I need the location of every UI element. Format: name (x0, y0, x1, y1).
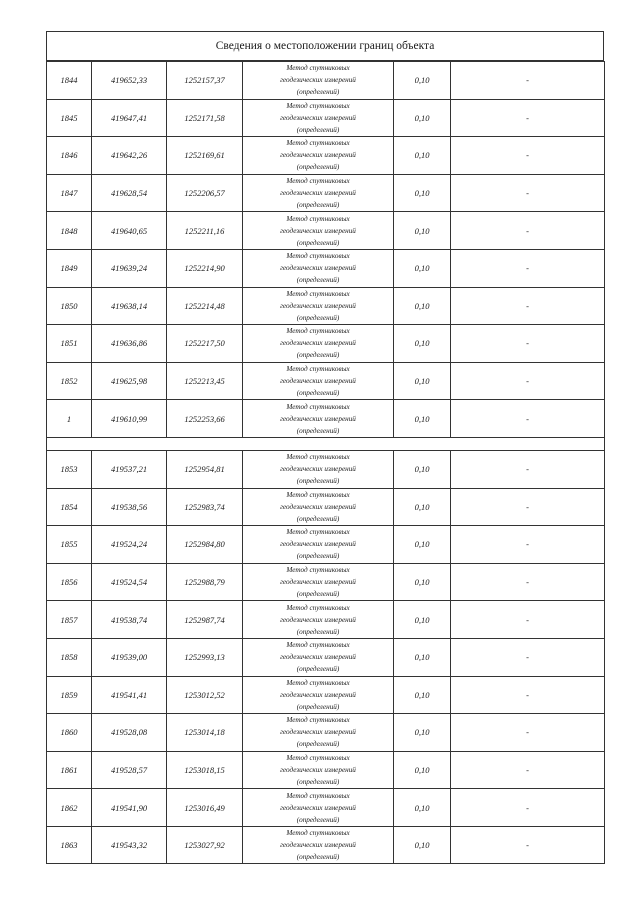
table-row (47, 174, 605, 212)
method-line: Метод спутниковых (286, 214, 350, 223)
accuracy-cell: 0,10 (394, 488, 451, 526)
method-line: Метод спутниковых (286, 603, 350, 612)
method-line: Метод спутниковых (286, 528, 350, 537)
point-number-cell: 1846 (47, 137, 92, 175)
y-coordinate-cell: 1252253,66 (167, 400, 243, 438)
point-number-cell: 1855 (47, 526, 92, 564)
y-coordinate-cell: 1253016,49 (167, 789, 243, 827)
method-line: геодезических измерений (280, 578, 356, 587)
table-row (47, 99, 605, 137)
method-line: Метод спутниковых (286, 101, 350, 110)
method-cell (243, 488, 394, 526)
x-coordinate-cell: 419640,65 (92, 212, 167, 250)
accuracy-cell: 0,10 (394, 99, 451, 137)
method-line: (определений) (296, 815, 340, 824)
method-line: (определений) (296, 552, 340, 561)
method-line: (определений) (296, 590, 340, 599)
method-line: геодезических измерений (280, 728, 356, 737)
table-row (47, 62, 605, 100)
method-line: геодезических измерений (280, 377, 356, 386)
method-line: геодезических измерений (280, 841, 356, 850)
point-number-cell: 1860 (47, 714, 92, 752)
table-row (47, 488, 605, 526)
method-line: геодезических измерений (280, 339, 356, 348)
point-number-cell: 1852 (47, 362, 92, 400)
method-cell (243, 62, 394, 100)
method-line: геодезических измерений (280, 653, 356, 662)
method-line: (определений) (296, 426, 340, 435)
method-line: геодезических измерений (280, 264, 356, 273)
method-line: геодезических измерений (280, 76, 356, 85)
point-number-cell: 1853 (47, 450, 92, 488)
method-line: Метод спутниковых (286, 365, 350, 374)
method-cell (243, 601, 394, 639)
description-cell: - (451, 676, 605, 714)
x-coordinate-cell: 419524,24 (92, 526, 167, 564)
accuracy-cell: 0,10 (394, 526, 451, 564)
y-coordinate-cell: 1252211,16 (167, 212, 243, 250)
description-cell: - (451, 249, 605, 287)
table-row (47, 400, 605, 438)
method-line: Метод спутниковых (286, 453, 350, 462)
y-coordinate-cell: 1253012,52 (167, 676, 243, 714)
accuracy-cell: 0,10 (394, 450, 451, 488)
accuracy-cell: 0,10 (394, 249, 451, 287)
point-number-cell: 1854 (47, 488, 92, 526)
x-coordinate-cell: 419541,41 (92, 676, 167, 714)
point-number-cell: 1849 (47, 249, 92, 287)
point-number-cell: 1851 (47, 325, 92, 363)
x-coordinate-cell: 419543,32 (92, 826, 167, 864)
method-line: (определений) (296, 201, 340, 210)
description-cell: - (451, 638, 605, 676)
point-number-cell: 1847 (47, 174, 92, 212)
y-coordinate-cell: 1252217,50 (167, 325, 243, 363)
method-cell (243, 751, 394, 789)
method-cell (243, 676, 394, 714)
method-line: Метод спутниковых (286, 64, 350, 73)
method-cell (243, 287, 394, 325)
table-row (47, 714, 605, 752)
method-cell (243, 714, 394, 752)
description-cell: - (451, 62, 605, 100)
x-coordinate-cell: 419625,98 (92, 362, 167, 400)
x-coordinate-cell: 419538,56 (92, 488, 167, 526)
x-coordinate-cell: 419539,00 (92, 638, 167, 676)
point-number-cell: 1858 (47, 638, 92, 676)
x-coordinate-cell: 419639,24 (92, 249, 167, 287)
point-number-cell: 1856 (47, 563, 92, 601)
point-number-cell: 1861 (47, 751, 92, 789)
y-coordinate-cell: 1252214,48 (167, 287, 243, 325)
description-cell: - (451, 601, 605, 639)
method-line: (определений) (296, 665, 340, 674)
method-line: геодезических измерений (280, 113, 356, 122)
y-coordinate-cell: 1252984,80 (167, 526, 243, 564)
description-cell: - (451, 526, 605, 564)
method-line: Метод спутниковых (286, 490, 350, 499)
accuracy-cell: 0,10 (394, 174, 451, 212)
table-title: Сведения о местоположении границ объекта (46, 31, 604, 61)
table-row (47, 362, 605, 400)
method-line: (определений) (296, 238, 340, 247)
x-coordinate-cell: 419538,74 (92, 601, 167, 639)
method-line: (определений) (296, 351, 340, 360)
description-cell: - (451, 325, 605, 363)
table-row (47, 563, 605, 601)
method-line: (определений) (296, 627, 340, 636)
accuracy-cell: 0,10 (394, 137, 451, 175)
table-row (47, 751, 605, 789)
point-number-cell: 1850 (47, 287, 92, 325)
method-line: геодезических измерений (280, 414, 356, 423)
method-cell (243, 212, 394, 250)
description-cell: - (451, 137, 605, 175)
description-cell: - (451, 212, 605, 250)
description-cell: - (451, 751, 605, 789)
description-cell: - (451, 287, 605, 325)
method-line: геодезических измерений (280, 765, 356, 774)
accuracy-cell: 0,10 (394, 62, 451, 100)
y-coordinate-cell: 1253018,15 (167, 751, 243, 789)
method-cell (243, 362, 394, 400)
method-line: Метод спутниковых (286, 641, 350, 650)
point-number-cell: 1848 (47, 212, 92, 250)
y-coordinate-cell: 1252987,74 (167, 601, 243, 639)
method-line: геодезических измерений (280, 803, 356, 812)
x-coordinate-cell: 419652,33 (92, 62, 167, 100)
x-coordinate-cell: 419636,86 (92, 325, 167, 363)
method-line: (определений) (296, 276, 340, 285)
x-coordinate-cell: 419628,54 (92, 174, 167, 212)
table-row (47, 212, 605, 250)
method-line: Метод спутниковых (286, 139, 350, 148)
x-coordinate-cell: 419528,08 (92, 714, 167, 752)
coordinates-table (46, 61, 605, 864)
table-row (47, 789, 605, 827)
method-line: (определений) (296, 477, 340, 486)
table-row (47, 325, 605, 363)
method-line: геодезических измерений (280, 189, 356, 198)
method-cell (243, 638, 394, 676)
point-number-cell: 1845 (47, 99, 92, 137)
method-line: геодезических измерений (280, 615, 356, 624)
method-line: (определений) (296, 777, 340, 786)
y-coordinate-cell: 1252169,61 (167, 137, 243, 175)
table-row (47, 826, 605, 864)
point-number-cell: 1863 (47, 826, 92, 864)
method-line: (определений) (296, 313, 340, 322)
x-coordinate-cell: 419528,57 (92, 751, 167, 789)
description-cell: - (451, 488, 605, 526)
method-line: Метод спутниковых (286, 791, 350, 800)
description-cell: - (451, 450, 605, 488)
x-coordinate-cell: 419610,99 (92, 400, 167, 438)
table-row (47, 137, 605, 175)
method-line: Метод спутниковых (286, 289, 350, 298)
method-cell (243, 526, 394, 564)
accuracy-cell: 0,10 (394, 362, 451, 400)
method-line: Метод спутниковых (286, 177, 350, 186)
method-cell (243, 450, 394, 488)
description-cell: - (451, 362, 605, 400)
accuracy-cell: 0,10 (394, 676, 451, 714)
method-line: (определений) (296, 125, 340, 134)
method-line: геодезических измерений (280, 502, 356, 511)
x-coordinate-cell: 419524,54 (92, 563, 167, 601)
method-line: (определений) (296, 853, 340, 862)
accuracy-cell: 0,10 (394, 826, 451, 864)
accuracy-cell: 0,10 (394, 400, 451, 438)
method-line: (определений) (296, 740, 340, 749)
method-cell (243, 174, 394, 212)
y-coordinate-cell: 1252214,90 (167, 249, 243, 287)
x-coordinate-cell: 419638,14 (92, 287, 167, 325)
y-coordinate-cell: 1253014,18 (167, 714, 243, 752)
y-coordinate-cell: 1252213,45 (167, 362, 243, 400)
table-row (47, 287, 605, 325)
y-coordinate-cell: 1252157,37 (167, 62, 243, 100)
y-coordinate-cell: 1252983,74 (167, 488, 243, 526)
description-cell: - (451, 400, 605, 438)
description-cell: - (451, 826, 605, 864)
method-line: (определений) (296, 389, 340, 398)
accuracy-cell: 0,10 (394, 789, 451, 827)
method-cell (243, 137, 394, 175)
accuracy-cell: 0,10 (394, 287, 451, 325)
method-line: Метод спутниковых (286, 753, 350, 762)
description-cell: - (451, 99, 605, 137)
method-cell (243, 249, 394, 287)
table-row (47, 601, 605, 639)
description-cell: - (451, 714, 605, 752)
method-line: Метод спутниковых (286, 252, 350, 261)
x-coordinate-cell: 419541,90 (92, 789, 167, 827)
x-coordinate-cell: 419647,41 (92, 99, 167, 137)
point-number-cell: 1 (47, 400, 92, 438)
method-line: геодезических измерений (280, 226, 356, 235)
method-line: Метод спутниковых (286, 829, 350, 838)
accuracy-cell: 0,10 (394, 563, 451, 601)
method-line: геодезических измерений (280, 151, 356, 160)
method-cell (243, 563, 394, 601)
method-cell (243, 826, 394, 864)
method-line: Метод спутниковых (286, 678, 350, 687)
method-line: (определений) (296, 88, 340, 97)
method-cell (243, 99, 394, 137)
method-line: (определений) (296, 514, 340, 523)
point-number-cell: 1857 (47, 601, 92, 639)
method-line: Метод спутниковых (286, 566, 350, 575)
description-cell: - (451, 563, 605, 601)
method-line: (определений) (296, 702, 340, 711)
method-line: геодезических измерений (280, 540, 356, 549)
y-coordinate-cell: 1252988,79 (167, 563, 243, 601)
table-row (47, 526, 605, 564)
method-cell (243, 789, 394, 827)
point-number-cell: 1862 (47, 789, 92, 827)
point-number-cell: 1844 (47, 62, 92, 100)
accuracy-cell: 0,10 (394, 638, 451, 676)
method-line: Метод спутниковых (286, 402, 350, 411)
table-row (47, 638, 605, 676)
method-line: (определений) (296, 163, 340, 172)
method-line: Метод спутниковых (286, 716, 350, 725)
method-line: геодезических измерений (280, 690, 356, 699)
separator-cell (47, 437, 605, 450)
group-separator-row (47, 437, 605, 450)
method-line: геодезических измерений (280, 465, 356, 474)
y-coordinate-cell: 1252171,58 (167, 99, 243, 137)
y-coordinate-cell: 1252206,57 (167, 174, 243, 212)
y-coordinate-cell: 1252993,13 (167, 638, 243, 676)
method-line: Метод спутниковых (286, 327, 350, 336)
x-coordinate-cell: 419537,21 (92, 450, 167, 488)
accuracy-cell: 0,10 (394, 751, 451, 789)
table-row (47, 676, 605, 714)
y-coordinate-cell: 1252954,81 (167, 450, 243, 488)
point-number-cell: 1859 (47, 676, 92, 714)
y-coordinate-cell: 1253027,92 (167, 826, 243, 864)
description-cell: - (451, 789, 605, 827)
method-cell (243, 325, 394, 363)
boundary-document (46, 31, 604, 864)
table-row (47, 249, 605, 287)
x-coordinate-cell: 419642,26 (92, 137, 167, 175)
accuracy-cell: 0,10 (394, 601, 451, 639)
accuracy-cell: 0,10 (394, 212, 451, 250)
accuracy-cell: 0,10 (394, 325, 451, 363)
description-cell: - (451, 174, 605, 212)
table-row (47, 450, 605, 488)
method-cell (243, 400, 394, 438)
accuracy-cell: 0,10 (394, 714, 451, 752)
method-line: геодезических измерений (280, 301, 356, 310)
